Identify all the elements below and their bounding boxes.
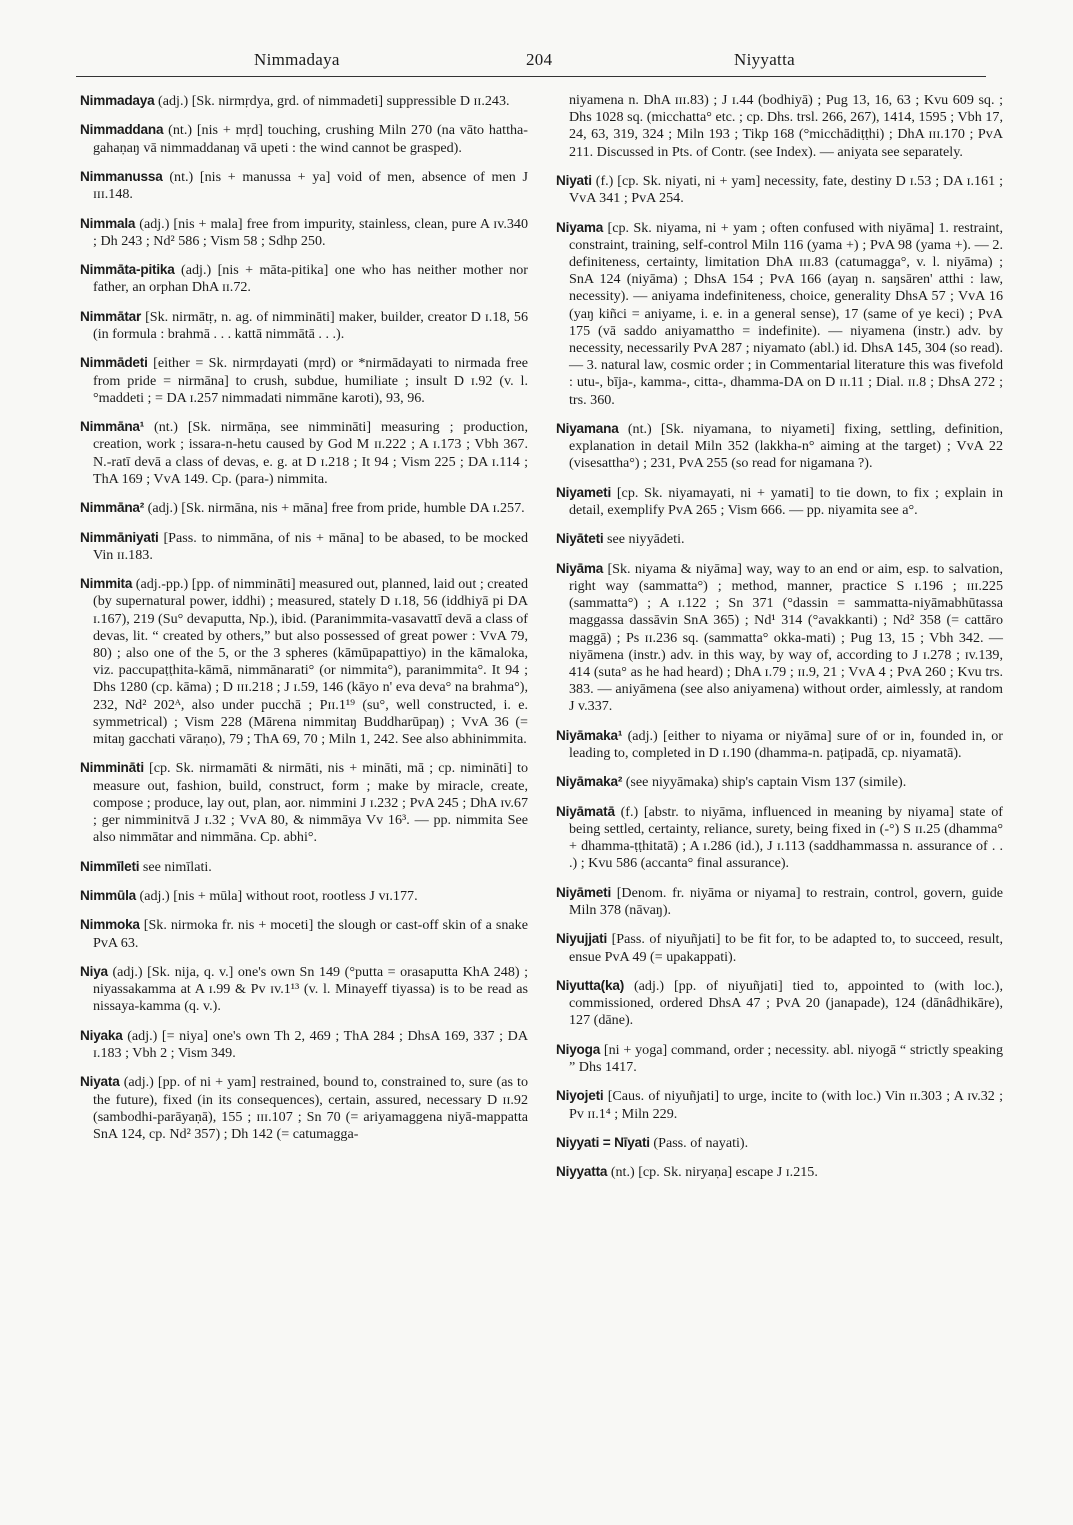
dictionary-entry — [80, 1073, 528, 1143]
dictionary-entry — [80, 121, 528, 156]
entry-headword: Nimmaddana — [80, 122, 164, 138]
entry-definition: (f.) [abstr. to niyāma, influenced in meaning by niyama] state of being settled, certainty, reliance, surety, being fixed in (-°) S ɪɪ.25 (dhamma° + dhamma-ṭṭhitatā) ; A ɪ.286 (id.), J ɪ.113 (saddhammassa n. assurance of . . .) ; Kvu 586 (accanta° final assurance). — [569, 803, 1003, 872]
dictionary-entry — [556, 219, 1003, 409]
dictionary-entry — [80, 529, 528, 564]
dictionary-entry — [556, 884, 1003, 919]
entry-headword: Niyāmaka² — [556, 774, 623, 790]
entry-headword: Nimmināti — [80, 760, 144, 776]
dictionary-entry — [80, 261, 528, 296]
entry-headword: Niyaka — [80, 1027, 123, 1043]
dictionary-entry — [80, 575, 528, 748]
entry-headword: Nimmadaya — [80, 93, 155, 108]
entry-definition: (nt.) [Sk. nirmāṇa, see nimmināti] measuring ; production, creation, work ; issara-n-hetu caused by God M ɪɪ.222 ; A ɪ.173 ; Vbh 367. N.-ratī devā a class of devas, e. g. at D ɪ.218 ; It 94 ; Vism 225 ; DA ɪ.114 ; ThA 169 ; VvA 149. Cp. (para-) nimmita. — [93, 419, 528, 487]
dictionary-entry — [556, 930, 1003, 965]
dictionary-entry — [556, 1041, 1003, 1076]
dictionary-entry — [80, 354, 528, 407]
entry-definition: [Caus. of niyuñjati] to urge, incite to (with loc.) Vin ɪɪ.303 ; A ɪv.32 ; Pv ɪɪ.1⁴ ; Miln 229. — [569, 1088, 1003, 1122]
header-right-guideword: Niyyatta — [734, 50, 795, 69]
dictionary-entry — [556, 1163, 1003, 1181]
header-left-guideword: Nimmadaya — [254, 50, 340, 69]
entry-headword: Nimmāniyati — [80, 529, 159, 545]
entry-definition: [Pass. to nimmāna, of nis + māna] to be abased, to be mocked Vin ɪɪ.183. — [93, 529, 528, 563]
entry-headword: Niyoga — [556, 1041, 601, 1057]
dictionary-entry — [556, 92, 1003, 161]
entry-headword: Nimmīleti — [80, 858, 140, 874]
entry-definition: (see niyyāmaka) ship's captain Vism 137 (simile). — [622, 774, 907, 791]
entry-definition: (Pass. of nayati). — [649, 1134, 749, 1151]
dictionary-entry — [80, 759, 528, 846]
entry-headword: Niyama — [556, 219, 604, 235]
entry-headword: Nimmoka — [80, 917, 140, 933]
entry-headword: Nimmūla — [80, 887, 137, 903]
entry-definition: [Sk. niyama & niyāma] way, way to an end or aim, esp. to salvation, right way (sammatta°) ; method, manner, practice S ɪ.196 ; ɪɪɪ.225 (sammatta°) ; A ɪ.122 ; Sn 371 (°dassin = sammatta-niyāmabhūtassa maggassa dassāvin SnA 365) ; Nd¹ 314 (°avakkanti) ; Nd² 358 (= cattāro maggā) ; Ps ɪɪ.236 sq. (sammatta° okka-mati) ; Pug 13, 15 ; Vbh 342. — niyāmena (instr.) adv. in this way, by way of, according to J ɪ.278 ; ɪv.139, 414 (suta° as he had heard) ; DhA ɪ.79 ; ɪɪ.9, 21 ; VvA 4 ; PvA 260 ; Kvu trs. 383. — aniyāmena (see also aniyamena) without order, aimlessly, at random J v.337. — [569, 560, 1003, 715]
entry-definition: [Denom. fr. niyāma or niyama] to restrain, control, govern, guide Miln 378 (nāvaŋ). — [569, 884, 1003, 918]
entry-headword: Nimmala — [80, 215, 136, 231]
dictionary-entry — [80, 1027, 528, 1062]
dictionary-entry — [80, 887, 528, 905]
entry-definition: (f.) [cp. Sk. niyati, ni + yam] necessity, fate, destiny D ɪ.53 ; DA ɪ.161 ; VvA 341 ; PvA 254. — [569, 173, 1003, 207]
running-header — [76, 50, 984, 72]
entry-definition: (nt.) [cp. Sk. niryaṇa] escape J ɪ.215. — [607, 1164, 818, 1181]
header-rule — [76, 76, 986, 77]
entry-headword: Niyāmatā — [556, 803, 615, 819]
entry-definition: (adj.) [Sk. nija, q. v.] one's own Sn 149 (°putta = orasaputta KhA 248) ; niyassakamma at A ɪ.99 & Pv ɪv.1¹³ (v. l. Minayeff tiyassa) is to be read as nissaya-kamma (q. v.). — [93, 963, 528, 1015]
entry-definition: [cp. Sk. niyama, ni + yam ; often confused with niyāma] 1. restraint, constraint, training, self-control Miln 116 (yama +) ; PvA 98 (yama +). — 2. definiteness, certainty, limitation DhA ɪɪɪ.83 (catumagga°, v. l. niyāma) ; SnA 124 (niyāma) ; DhsA 154 ; PvA 166 (ayaŋ n. saŋsāren' atthi : law, necessity). — aniyama indefiniteness, choice, generality DhsA 57 ; VvA 16 (yaŋ kiñci = aniyame, i. e. in a general sense), 17 (same of ye keci) ; PvA 175 (vā saddo aniyamattho = indefinite). — niyamena (instr.) adv. by necessity, necessarily PvA 287 ; niyamato (abl.) id. DhsA 145, 304 (so read). — 3. natural law, cosmic order ; in Commentarial literature this was fivefold : utu-, bīja-, kamma-, citta-, dhamma-DA on D ɪɪ.11 ; Dial. ɪɪ.8 ; DhsA 272 ; trs. 360. — [569, 219, 1003, 408]
dictionary-entry — [80, 308, 528, 343]
entry-headword: Nimmāta-pitika — [80, 262, 175, 278]
entry-definition: niyamena n. DhA ɪɪɪ.83) ; J ɪ.44 (bodhiyā) ; Pug 13, 16, 63 ; Kvu 609 sq. ; Dhs 1028 sq. (micchatta° etc. ; cp. Dhs. trsl. 266, 267), 1414, 1595 ; Vbh 17, 24, 63, 319, 324 ; Miln 193 ; Tikp 168 (°micchādiṭṭhi) ; DhA ɪɪɪ.170 ; PvA 211. Discussed in Pts. of Contr. (see Index). — aniyata see separately. — [569, 92, 1003, 160]
dictionary-entry — [556, 172, 1003, 207]
entry-headword: Niyutta(ka) — [556, 977, 625, 993]
dictionary-entry — [556, 420, 1003, 473]
entry-definition: see nimīlati. — [139, 858, 212, 875]
entry-headword: Niyyatta — [556, 1164, 608, 1180]
entry-definition: (adj.) [Sk. nirmāna, nis + māna] free from pride, humble DA ɪ.257. — [144, 500, 525, 517]
entry-headword: Niyata — [80, 1074, 120, 1090]
entry-headword: Nimmita — [80, 576, 133, 592]
entry-headword: Niyyati = Nīyati — [556, 1134, 650, 1150]
dictionary-entry — [556, 727, 1003, 762]
entry-headword: Nimmādeti — [80, 355, 148, 371]
dictionary-entry — [80, 858, 528, 876]
entry-headword: Nimmāna² — [80, 500, 145, 516]
left-column — [80, 92, 528, 1154]
entry-definition: (adj.) [either to niyama or niyāma] sure of or in, founded in, or leading to, completed in D ɪ.190 (dhamma-n. paṭipadā, cp. niyamatā). — [569, 727, 1003, 762]
entry-definition: (adj.) [nis + mūla] without root, rootless J vɪ.177. — [136, 887, 418, 904]
entry-definition: (adj.) [nis + māta-pitika] one who has neither mother nor father, an orphan DhA ɪɪ.72. — [93, 262, 528, 296]
entry-definition: (adj.) [pp. of niyuñjati] tied to, appointed to (with loc.), commissioned, ordered DhsA 47 ; PvA 20 (janapade), 124 (dānâdhikāre), 127 (dāne). — [569, 977, 1003, 1029]
entry-definition: (adj.) [nis + mala] free from impurity, stainless, clean, pure A ɪv.340 ; Dh 243 ; Nd² 586 ; Vism 58 ; Sdhp 250. — [93, 215, 528, 249]
dictionary-entry — [556, 530, 1003, 548]
entry-headword: Niyati — [556, 173, 592, 188]
entry-headword: Niyāmeti — [556, 884, 612, 900]
entry-headword: Niyujjati — [556, 931, 608, 947]
dictionary-entry — [556, 977, 1003, 1030]
entry-definition: (adj.) [Sk. nirmṛdya, grd. of nimmadeti] suppressible D ɪɪ.243. — [154, 93, 510, 109]
dictionary-entry — [556, 484, 1003, 519]
page-number: 204 — [526, 50, 553, 69]
entry-definition: [cp. Sk. niyamayati, ni + yamati] to tie down, to fix ; explain in detail, exemplify PvA 265 ; Vism 666. — pp. niyamita see a°. — [569, 484, 1003, 519]
right-column — [556, 92, 1003, 1193]
entry-headword: Niyāmaka¹ — [556, 727, 623, 743]
entry-headword: Niya — [80, 963, 108, 979]
entry-headword: Niyameti — [556, 484, 612, 500]
dictionary-entry — [556, 1087, 1003, 1122]
dictionary-entry — [80, 215, 528, 250]
entry-definition: [either = Sk. nirmṛdayati (mṛd) or *nirmādayati to nirmada free from pride = nirmāna] to crush, subdue, humiliate ; insult D ɪ.92 (v. l. °maddeti ; = DA ɪ.257 nimmadati nimmāne karoti), 93, 96. — [93, 355, 528, 406]
entry-definition: [Sk. nirmātṛ, n. ag. of nimmināti] maker, builder, creator D ɪ.18, 56 (in formula : brahmā . . . kattā nimmātā . . .). — [93, 308, 528, 342]
dictionary-entry — [556, 1134, 1003, 1152]
entry-headword: Niyojeti — [556, 1088, 604, 1104]
entry-headword: Niyāma — [556, 560, 604, 576]
entry-headword: Niyamana — [556, 421, 619, 437]
entry-headword: Niyāteti — [556, 531, 604, 547]
entry-definition: (nt.) [Sk. niyamana, to niyameti] fixing, settling, definition, explanation in detail Miln 352 (lakkha-n° aiming at the target) ; VvA 22 (visesattha°) ; 231, PvA 255 (so read for nigamana ?). — [569, 421, 1003, 472]
dictionary-entry — [556, 803, 1003, 873]
dictionary-entry — [556, 560, 1003, 716]
entry-definition: (adj.-pp.) [pp. of nimmināti] measured out, planned, laid out ; created (by supernatural power, iddhi) ; measured, stately D ɪ.18, 56 (iddhiyā pi DA ɪ.167), 219 (Su° devaputta, Np.), ibid. (Paranimmita-vasavattī devā a class of devas, lit. “ created by others,” but also possessed of great power : VvA 79, 80) ; also one of the 5, or the 3 spheres (kāmūpapattiyo) in the kāmaloka, viz. paccupaṭṭhita-kāmā, nimmānarati° (or nimmita°), paranimmita°. It 94 ; Dhs 1280 (cp. kāma) ; D ɪɪɪ.218 ; J ɪ.59, 146 (kāyo n' eva deva° na brahma°), 232, Nd² 202ᴬ, also under pucchā ; Pɪɪ.1¹⁹ (su°, well constructed, i. e. symmetrical) ; Vism 228 (Mārena nimmitaŋ Buddharūpaŋ) ; VvA 36 (= mitaŋ gacchati vāraṇo), 79 ; ThA 69, 70 ; Miln 1, 242. See also abhinimmita. — [93, 576, 528, 747]
entry-headword: Nimmātar — [80, 308, 142, 324]
entry-definition: [cp. Sk. nirmamāti & nirmāti, nis + mināti, mā ; cp. nimināti] to measure out, fashion, build, construct, form ; make by miracle, create, compose ; produce, lay out, plan, aor. nimmini J ɪ.232 ; PvA 245 ; DhA ɪv.67 ; ger nimminitvā J ɪ.32 ; VvA 80, & nimmāya Vv 16³. — pp. nimmita See also nimmātar and nimmāna. Cp. abhi°. — [93, 760, 528, 846]
entry-definition: [ni + yoga] command, order ; necessity. abl. niyogā “ strictly speaking ” Dhs 1417. — [569, 1041, 1003, 1075]
entry-definition: (nt.) [nis + mṛd] touching, crushing Miln 270 (na vāto hattha-gahaṇaŋ vā nimmaddanaŋ vā upeti : the wind cannot be grasped). — [93, 122, 528, 156]
dictionary-entry — [80, 963, 528, 1016]
dictionary-entry — [80, 916, 528, 951]
entry-headword: Nimmanussa — [80, 168, 163, 184]
entry-definition: [Pass. of niyuñjati] to be fit for, to be adapted to, to succeed, result, ensue PvA 49 (= upakappati). — [569, 931, 1003, 965]
entry-definition: (adj.) [pp. of ni + yam] restrained, bound to, constrained to, sure (as to the future), fixed (in its consequences), certain, assured, necessary D ɪɪ.92 (sambodhi-parāyaṇā), 155 ; ɪɪɪ.107 ; Sn 70 (= ariyamaggena niyā-mappatta SnA 124, cp. Nd² 357) ; Dh 142 (= catumagga- — [93, 1074, 528, 1142]
entry-definition: [Sk. nirmoka fr. nis + moceti] the slough or cast-off skin of a snake PvA 63. — [93, 917, 528, 951]
dictionary-entry — [80, 418, 528, 488]
dictionary-entry — [80, 92, 528, 110]
entry-definition: (nt.) [nis + manussa + ya] void of men, absence of men J ɪɪɪ.148. — [93, 168, 528, 203]
dictionary-entry — [80, 499, 528, 517]
entry-headword: Nimmāna¹ — [80, 419, 145, 435]
entry-definition: see niyyādeti. — [603, 531, 685, 548]
dictionary-entry — [556, 773, 1003, 791]
dictionary-entry — [80, 168, 528, 203]
entry-definition: (adj.) [= niya] one's own Th 2, 469 ; ThA 284 ; DhsA 169, 337 ; DA ɪ.183 ; Vbh 2 ; Vism 349. — [93, 1027, 528, 1061]
